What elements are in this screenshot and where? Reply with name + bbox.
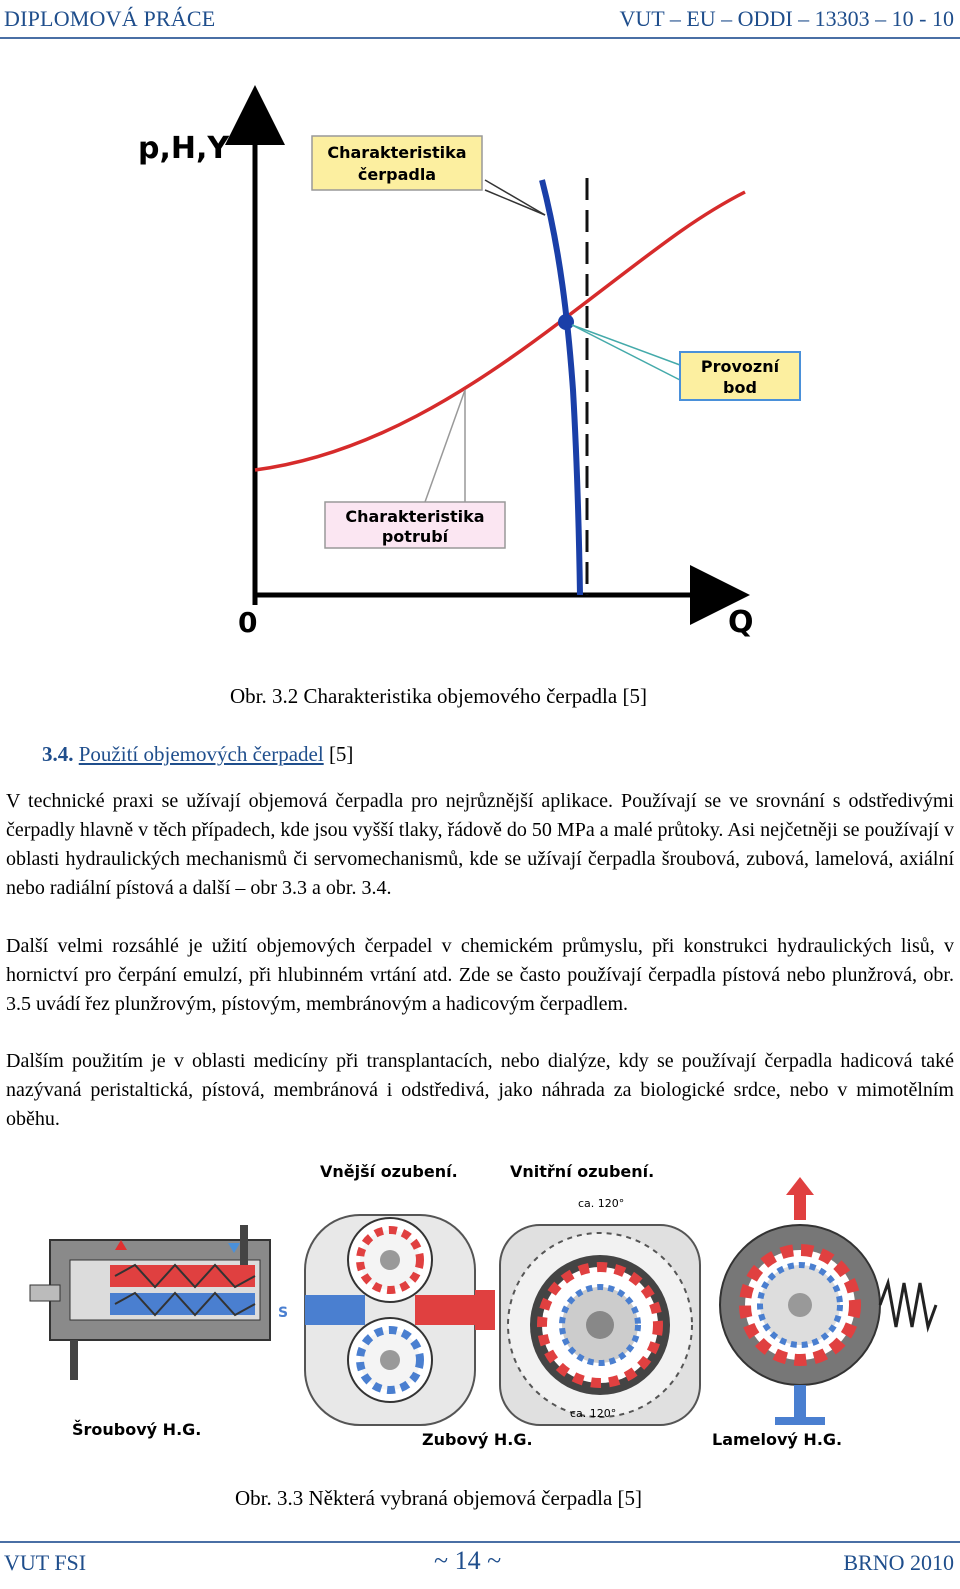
screw-pump-drawing [30,1225,270,1380]
figure2-caption: Obr. 3.3 Některá vybraná objemová čerpadla [5] [235,1486,642,1510]
callout-point-line1: Provozní [700,357,780,376]
s-label: S [278,1305,289,1321]
operating-point-marker [558,314,574,330]
section-heading [42,742,353,767]
gear-pump-drawing [278,1215,495,1425]
y-axis-label: p,H,Y [138,131,230,166]
callout-pipe-characteristic [325,502,505,548]
callout-point-line2: bod [723,378,757,397]
x-axis-label: Q [728,605,754,640]
section-number: 3.4. [42,742,74,766]
paragraph-3: Dalším použitím je v oblasti medicíny při transplantacích, nebo dialýze, kdy se používají čerpadla hadicová také nazývaná peristaltická, pístová, membránová i odstředivá, jako náhrada za biologické srdce, nebo v mimotělním oběhu. [6,1050,954,1130]
footer-left: VUT FSI [4,1550,87,1575]
callout-pump-characteristic [312,136,482,190]
header-right: VUT – EU – ODDI – 13303 – 10 - 10 [619,6,954,31]
callout-pipe-line1: Charakteristika [345,507,485,526]
callout-pump-line2: čerpadla [357,165,437,184]
pump-types-figure [10,1155,950,1455]
paragraph-1: V technické praxi se užívají objemová čerpadla pro nejrůznější aplikace. Používají se ve srovnání s odstředivými čerpadly hlavně v těch případech, kde jsou vyšší tlaky, řádově do 50 MPa a malé průtoky. Asi nejčetněji se používají v oblasti hydraulických mechanismů či servomechanismů, kde se užívají čerpadla šroubová, zubová, lamelová, axiální nebo radiální pístová a další – obr 3.3 a obr. 3.4. [6,790,954,899]
section-title-link[interactable]: Použití objemových čerpadel [78,742,324,766]
page-header [0,0,960,40]
callout-pipe-line2: potrubí [381,527,449,546]
section-ref: [5] [323,742,354,766]
pump-characteristic-figure [120,60,820,660]
header-left: DIPLOMOVÁ PRÁCE [4,6,216,31]
callout-operating-point [680,352,800,400]
internal-gear-pump-drawing [500,1197,700,1425]
label-gear-pump: Zubový H.G. [422,1430,533,1449]
footer-rule [0,1541,960,1543]
label-outer-gearing: Vnější ozubení. [320,1162,458,1181]
header-rule [0,37,960,39]
pump-characteristic-curve [542,180,580,595]
angle-top-label: ca. 120° [578,1197,625,1210]
pipe-characteristic-curve [255,192,745,470]
callout-pump-line1: Charakteristika [327,143,467,162]
paragraph-2: Další velmi rozsáhlé je užití objemových čerpadel v chemickém průmyslu, při konstrukci hydraulických lisů, v hornictví pro čerpání emulzí, při hlubinném vrtání atd. Zde se často používají čerpadla pístová nebo plunžrová, obr. 3.5 uvádí řez plunžrovým, pístovým, membránovým a hadicovým čerpadlem. [6,935,954,1015]
angle-bottom-label: ca. 120° [570,1407,617,1420]
figure1-caption: Obr. 3.2 Charakteristika objemového čerpadla [5] [230,684,647,708]
label-screw-pump: Šroubový H.G. [72,1420,202,1439]
label-vane-pump: Lamelový H.G. [712,1430,843,1449]
label-inner-gearing: Vnitřní ozubení. [510,1162,655,1181]
vane-pump-drawing [720,1177,936,1425]
footer-right: BRNO 2010 [843,1550,954,1575]
origin-label: 0 [238,606,258,639]
page-number: ~ 14 ~ [434,1546,502,1575]
